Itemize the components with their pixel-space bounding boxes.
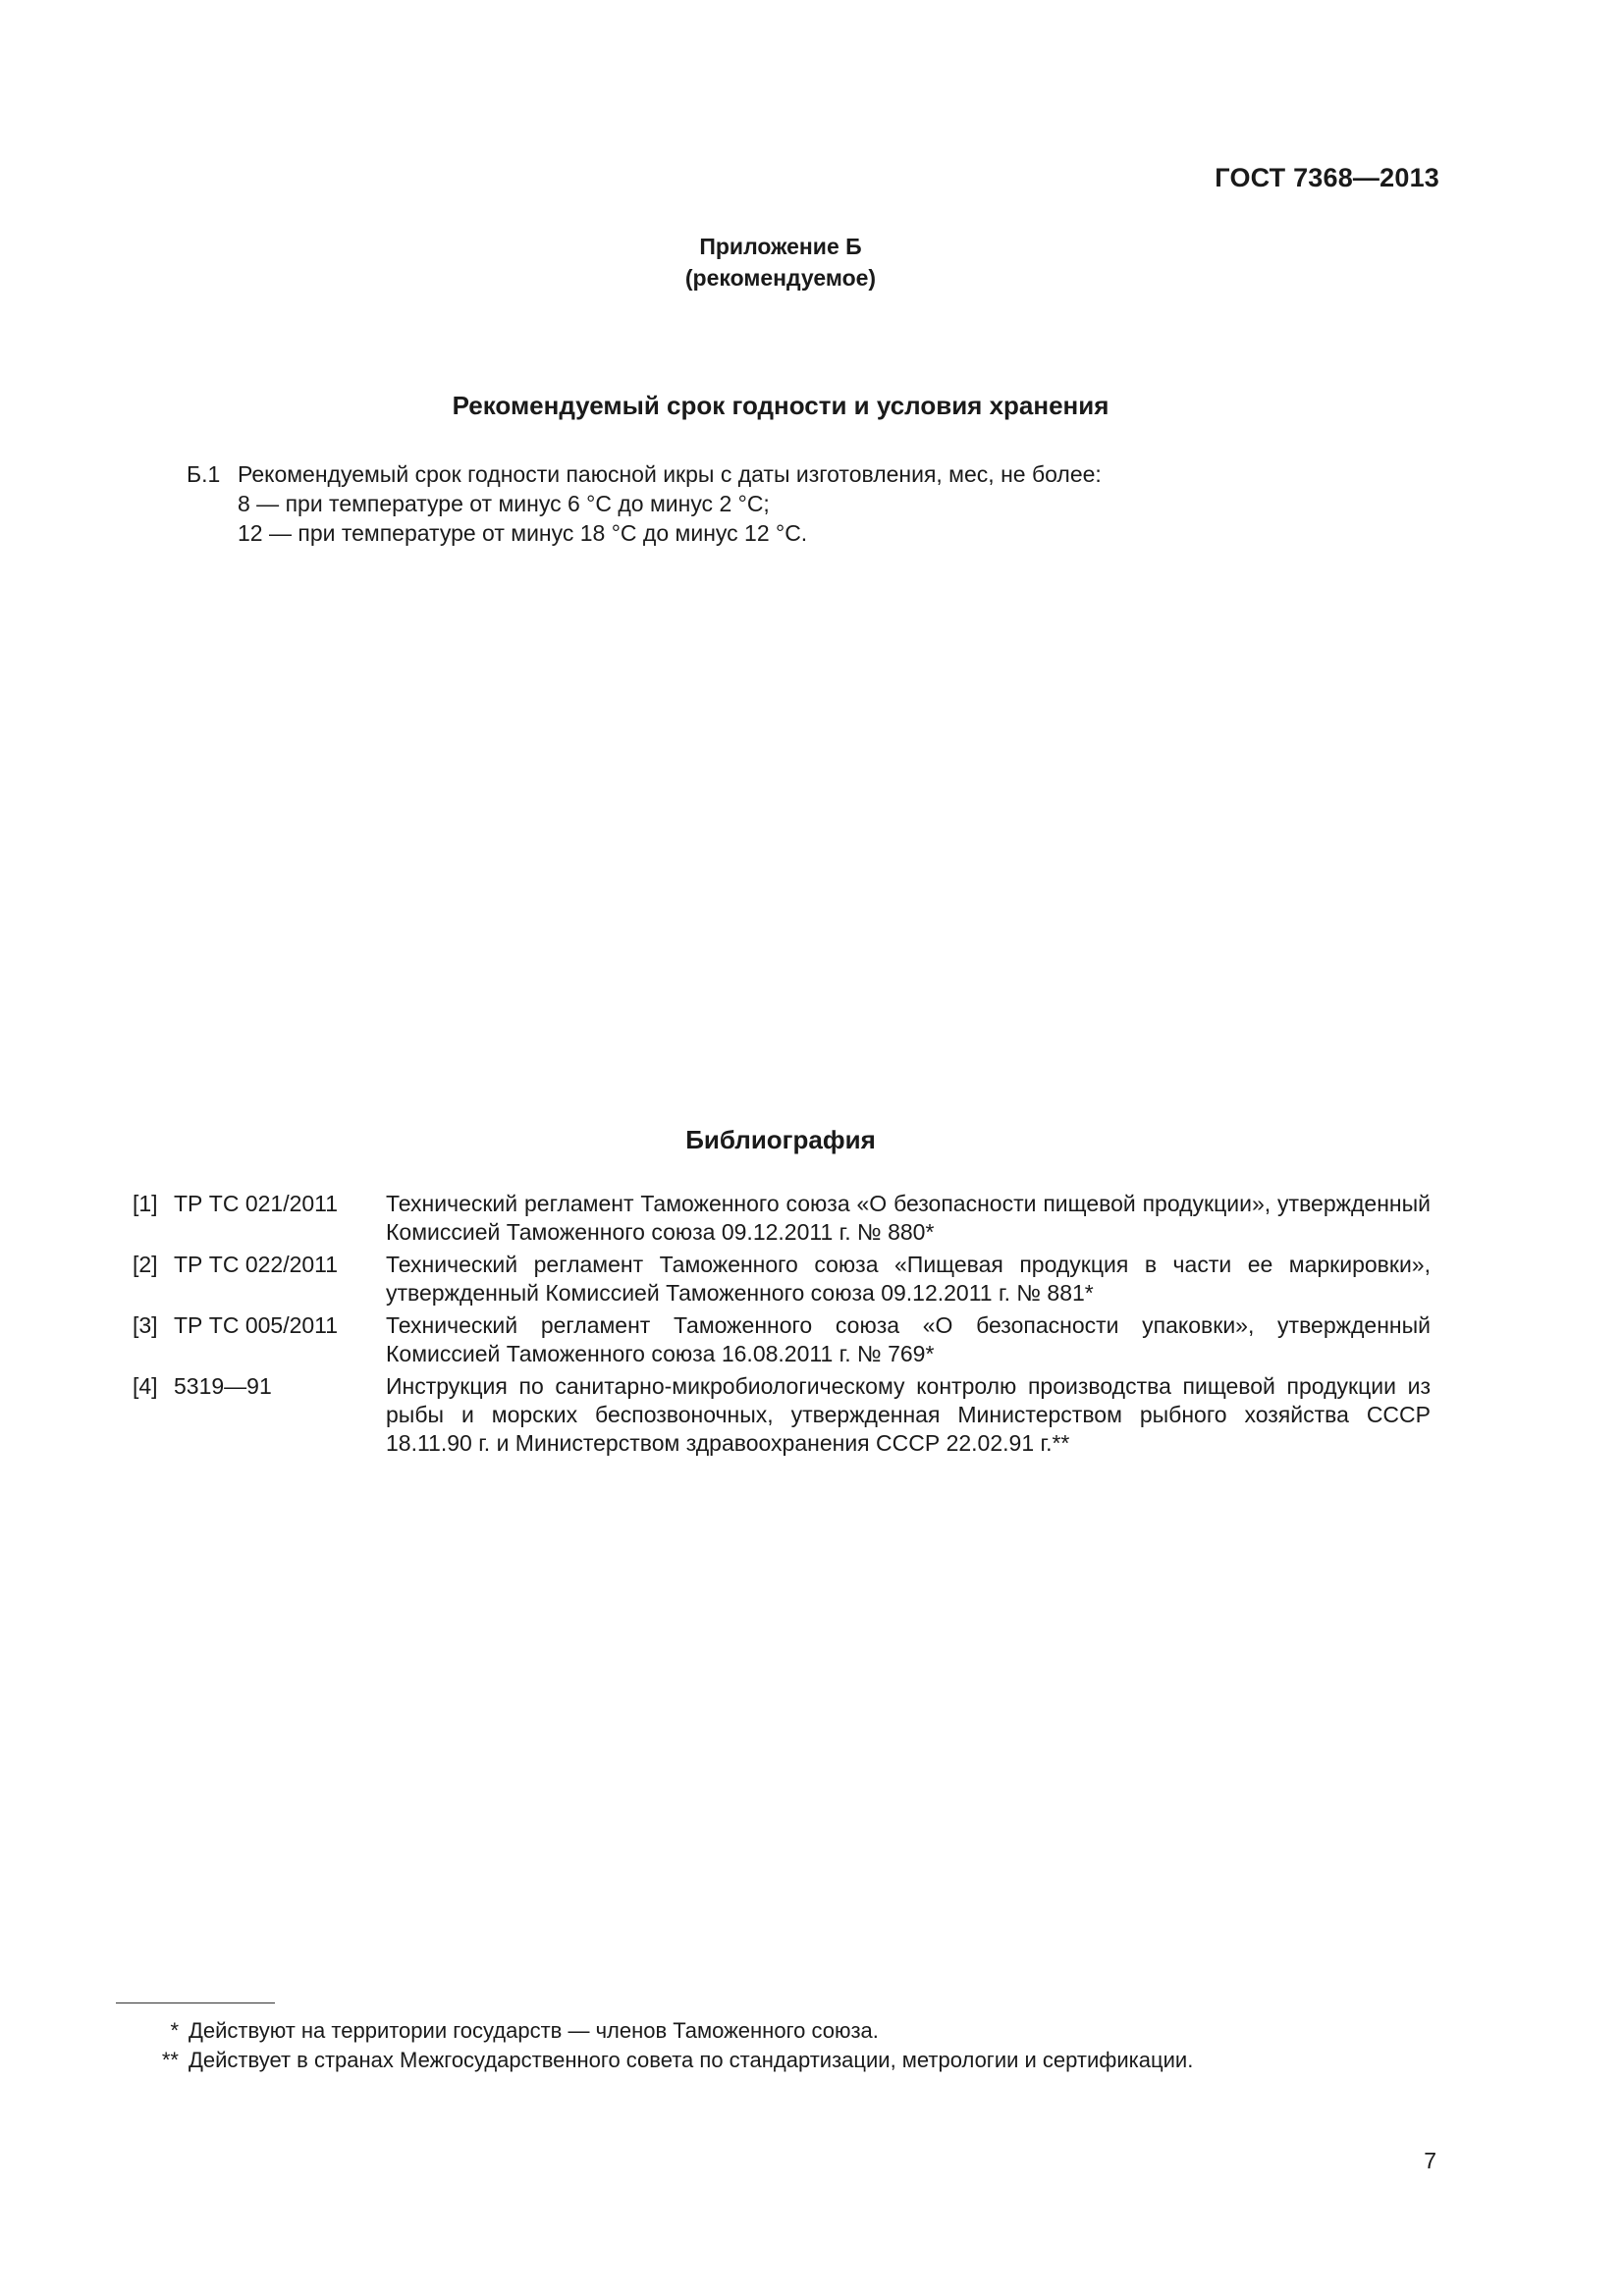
page-number: 7 [1424,2148,1436,2173]
list-item: 12 — при температуре от минус 18 °С до минус 12 °С. [238,520,808,546]
list-item: 8 — при температуре от минус 6 °С до минус 2 °С; [238,491,770,516]
footnote-mark: ** [161,2048,179,2072]
clause-text: Рекомендуемый срок годности паюсной икры с даты изготовления, мес, не более: [238,461,1102,487]
footnote [145,2048,1193,2073]
entry-number: [4] [133,1373,158,1399]
entry-code: 5319—91 [174,1373,272,1399]
entry-number: [2] [133,1252,158,1277]
bibliography-entry [133,1190,1431,1251]
entry-text: Технический регламент Таможенного союза «Пищевая продукция в части ее маркировки», утвержденный Комиссией Таможенного союза 09.12.2011 г. № 881* [386,1252,1431,1306]
bibliography-entry [133,1251,1431,1311]
entry-code: ТР ТС 022/2011 [174,1252,339,1277]
bibliography-entry [133,1372,1431,1462]
footnote [145,2018,879,2044]
appendix-title: Приложение Б [699,234,862,259]
appendix-status: (рекомендуемое) [684,265,877,291]
section-title: Рекомендуемый срок годности и условия хранения [452,391,1109,420]
footnote-mark: * [170,2018,179,2043]
footnote-text: Действует в странах Межгосударственного совета по стандартизации, метрологии и сертификации. [189,2048,1194,2072]
entry-text: Инструкция по санитарно-микробиологическому контролю производства пищевой продукции из рыбы и морских беспозвоночных, утвержденная Министерством рыбного хозяйства СССР 18.11.90 г. и Министерством здравоохранения СССР 22.02.91 г.** [386,1373,1431,1456]
footnote-text: Действуют на территории государств — членов Таможенного союза. [189,2018,879,2043]
bibliography-title: Библиография [685,1125,876,1154]
entry-number: [1] [133,1191,158,1216]
entry-text: Технический регламент Таможенного союза «О безопасности пищевой продукции», утвержденный Комиссией Таможенного союза 09.12.2011 г. № 880* [386,1191,1431,1245]
entry-code: ТР ТС 021/2011 [174,1191,339,1216]
document-code: ГОСТ 7368—2013 [1215,163,1439,192]
entry-code: ТР ТС 005/2011 [174,1312,339,1338]
bibliography-entry [133,1311,1431,1372]
footnote-divider [116,2002,275,2003]
entry-text: Технический регламент Таможенного союза «О безопасности упаковки», утвержденный Комиссией Таможенного союза 16.08.2011 г. № 769* [386,1312,1431,1366]
entry-number: [3] [133,1312,158,1338]
clause-number: Б.1 [187,461,221,487]
bibliography-list [133,1190,1431,1462]
